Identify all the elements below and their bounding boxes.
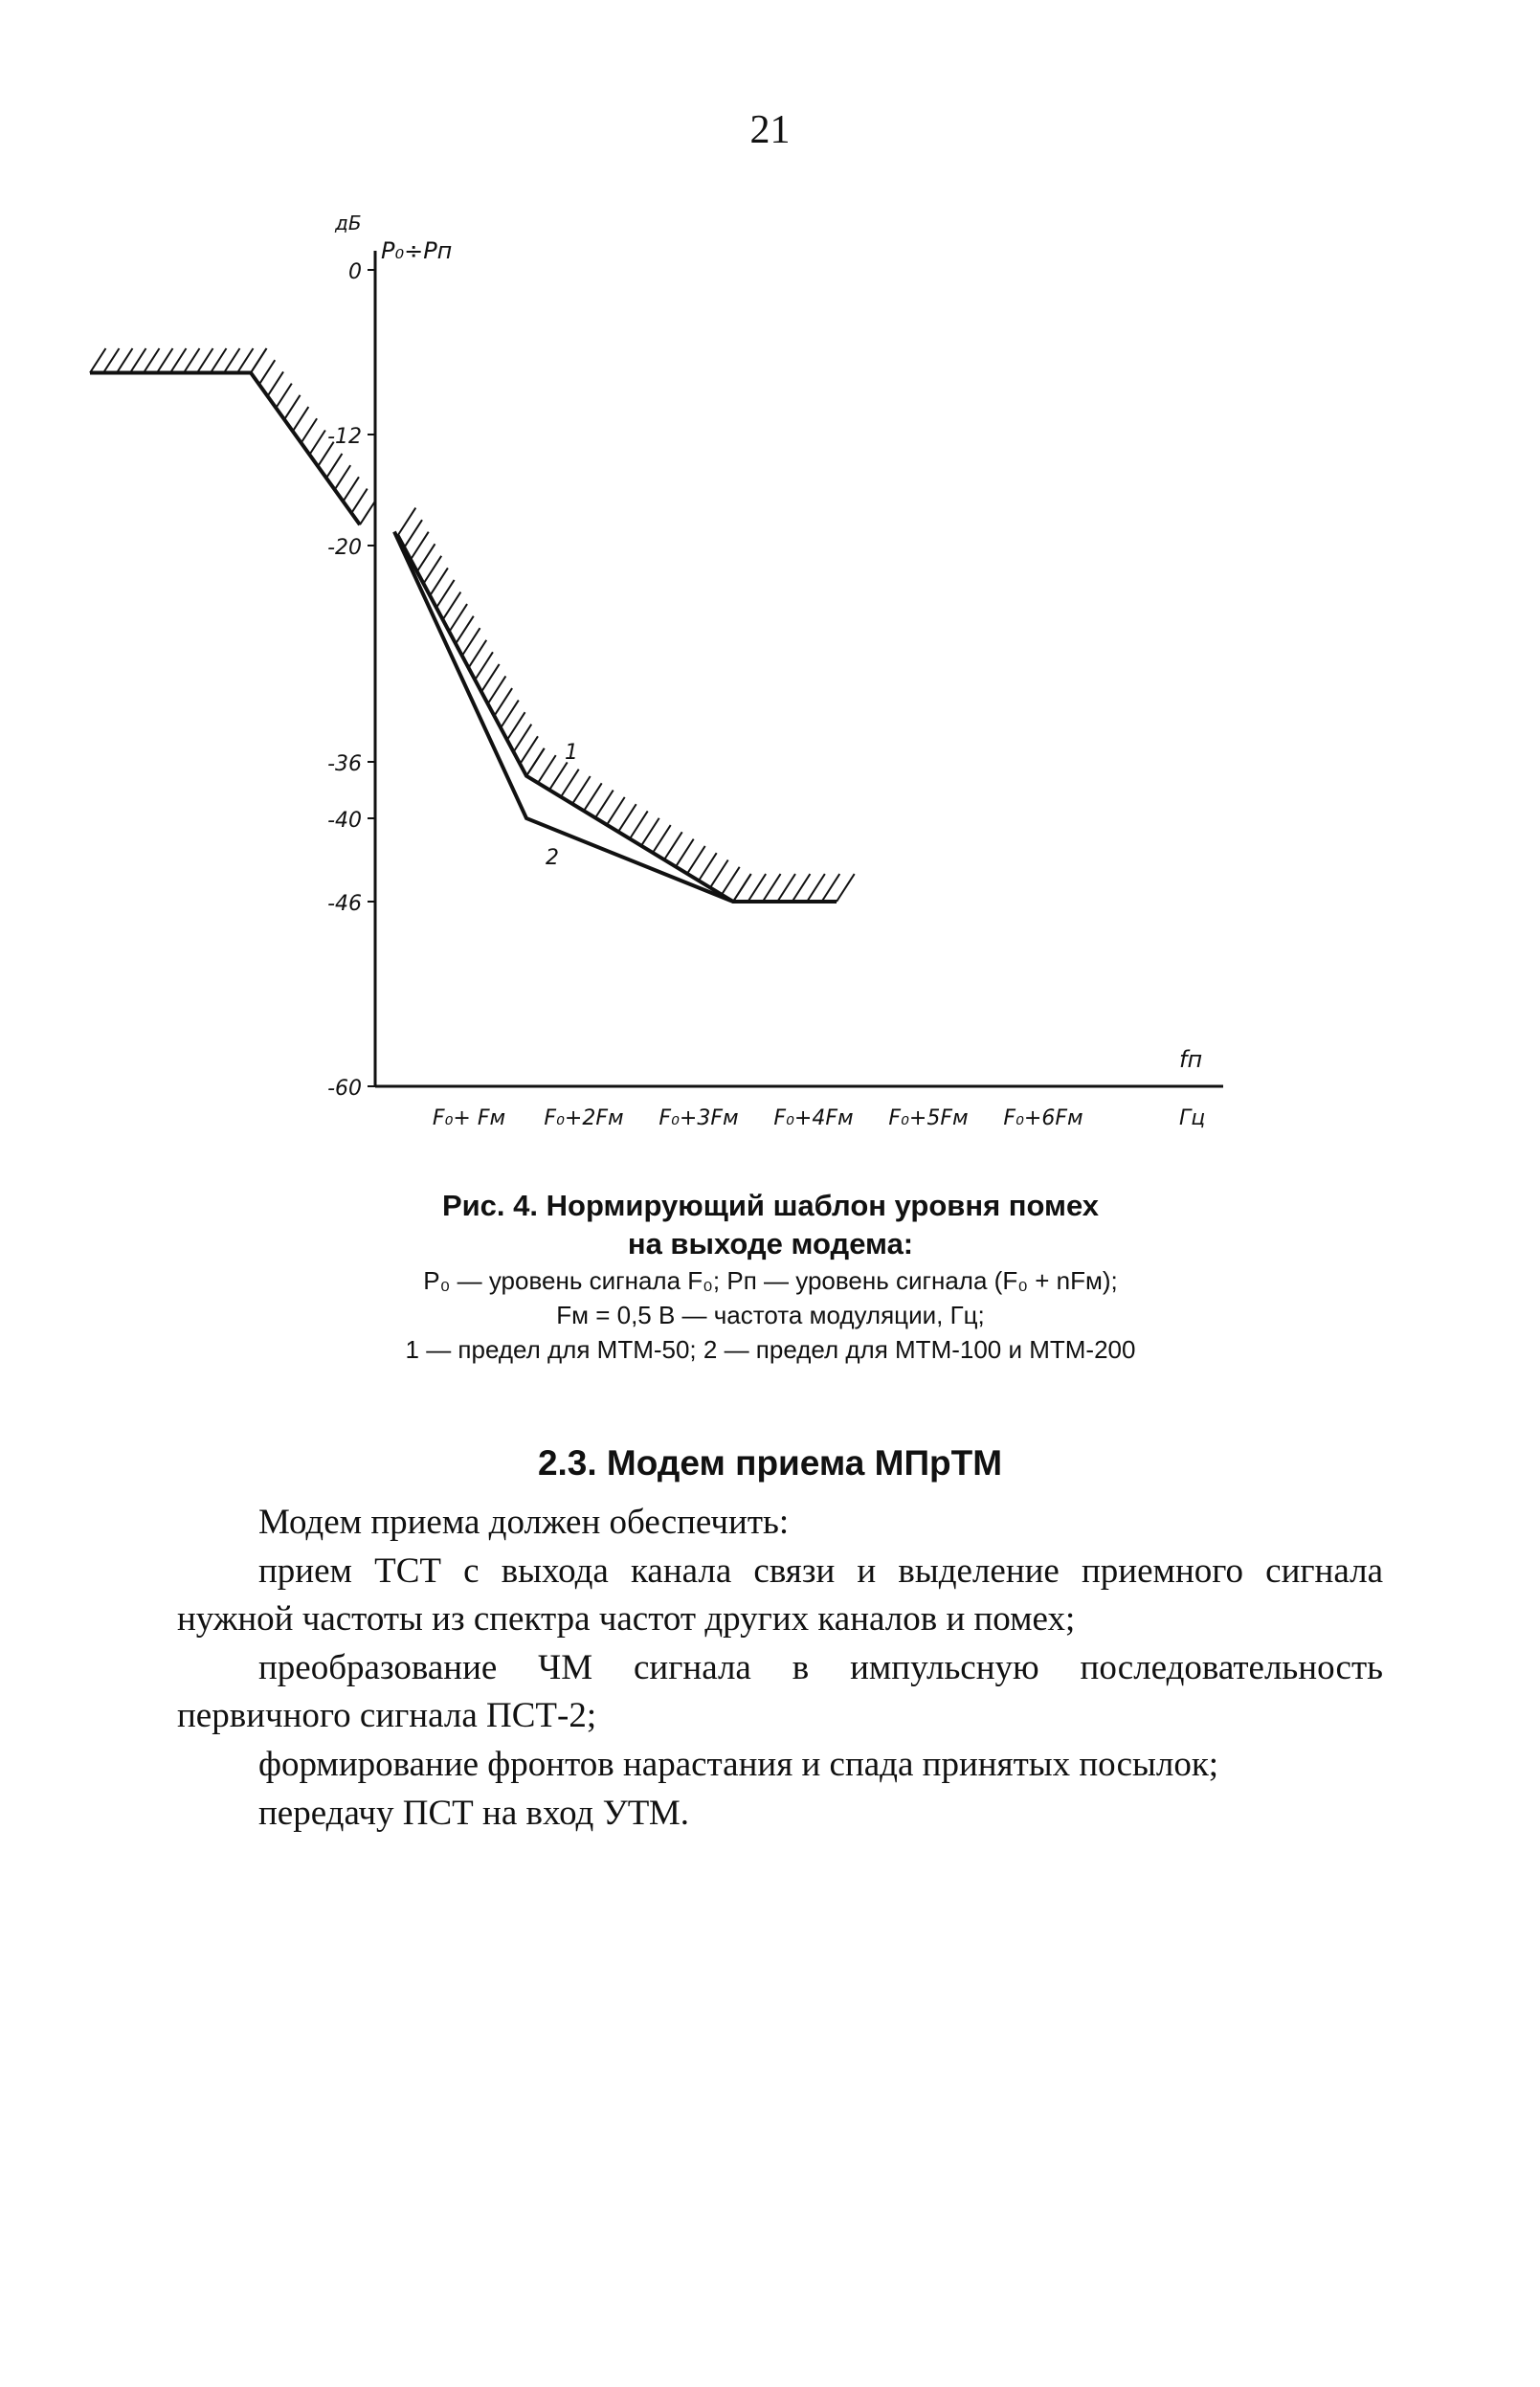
x-tick-label: F₀+5Fм bbox=[888, 1106, 969, 1130]
hatch-mark bbox=[572, 776, 591, 804]
hatch-mark bbox=[144, 348, 160, 373]
hatch-mark bbox=[501, 701, 519, 728]
x-tick-label: F₀+4Fм bbox=[773, 1106, 854, 1130]
series-1-label: 1 bbox=[565, 740, 578, 765]
hatch-mark bbox=[184, 348, 200, 373]
y-tick-label: -40 bbox=[327, 809, 362, 833]
hatch-mark bbox=[664, 832, 682, 859]
hatch-mark bbox=[211, 348, 227, 373]
noise-level-chart bbox=[0, 0, 1540, 1177]
hatch-mark bbox=[538, 755, 556, 783]
caption-title-line-1: Рис. 4. Нормирующий шаблон уровня помех bbox=[441, 1189, 1100, 1222]
body-paragraph: передачу ПСТ на вход УТМ. bbox=[258, 1794, 690, 1833]
hatch-mark bbox=[170, 348, 187, 373]
hatch-mark bbox=[259, 360, 276, 385]
hatch-mark bbox=[561, 770, 579, 797]
y-tick-label: -36 bbox=[327, 752, 362, 776]
hatch-mark bbox=[475, 652, 493, 680]
hatch-mark bbox=[733, 874, 751, 902]
hatch-mark bbox=[360, 501, 376, 525]
hatch-mark bbox=[404, 520, 422, 547]
caption-legend-2: Fм = 0,5 В — частота модуляции, Гц; bbox=[556, 1301, 985, 1329]
hatch-mark bbox=[822, 874, 840, 902]
hatch-mark bbox=[462, 628, 480, 656]
hatch-mark bbox=[618, 804, 636, 832]
hatch-mark bbox=[411, 532, 429, 560]
body-paragraph: формирование фронтов нарастания и спада принятых посылок; bbox=[258, 1745, 1219, 1784]
hatch-mark bbox=[777, 874, 795, 902]
hatch-mark bbox=[526, 748, 545, 776]
hatch-mark bbox=[488, 676, 506, 703]
caption-legend-3: 1 — предел для МТМ-50; 2 — предел для МТМ-100 и МТМ-200 bbox=[405, 1335, 1136, 1364]
hatch-mark bbox=[507, 712, 525, 740]
hatch-mark bbox=[430, 568, 448, 595]
y-tick-label: -12 bbox=[327, 425, 362, 449]
hatch-mark bbox=[351, 489, 368, 514]
chart-hatching bbox=[90, 348, 855, 902]
hatch-mark bbox=[653, 825, 671, 853]
hatch-mark bbox=[276, 384, 292, 409]
hatch-mark bbox=[343, 477, 359, 501]
hatch-mark bbox=[284, 395, 301, 420]
hatch-mark bbox=[301, 418, 318, 443]
hatch-mark bbox=[423, 556, 441, 584]
hatch-mark bbox=[335, 465, 351, 490]
hatch-mark bbox=[443, 592, 461, 620]
x-axis-title: fп bbox=[1179, 1046, 1203, 1073]
y-tick-label: -60 bbox=[327, 1077, 362, 1101]
x-unit-label: Гц bbox=[1179, 1106, 1206, 1130]
figure-caption bbox=[230, 1187, 1311, 1367]
hatch-mark bbox=[157, 348, 173, 373]
hatch-mark bbox=[676, 839, 694, 867]
hatch-mark bbox=[763, 874, 781, 902]
hatch-mark bbox=[494, 688, 512, 716]
hatch-mark bbox=[549, 762, 568, 790]
hatch-mark bbox=[710, 860, 728, 888]
x-tick-label: F₀+6Fм bbox=[1003, 1106, 1083, 1130]
hatch-mark bbox=[251, 348, 267, 373]
hatch-mark bbox=[520, 736, 538, 764]
hatch-mark bbox=[748, 874, 766, 902]
hatch-mark bbox=[436, 580, 455, 608]
y-tick-label: -46 bbox=[327, 892, 362, 916]
body-paragraph: Модем приема должен обеспечить: bbox=[258, 1503, 790, 1542]
caption-legend-1: P₀ — уровень сигнала F₀; Pп — уровень сигнала (F₀ + nFм); bbox=[423, 1266, 1118, 1295]
hatch-mark bbox=[197, 348, 213, 373]
hatch-mark bbox=[584, 783, 602, 811]
hatch-mark bbox=[326, 454, 343, 479]
hatch-mark bbox=[237, 348, 254, 373]
y-unit-label: дБ bbox=[335, 212, 362, 234]
hatch-mark bbox=[469, 640, 487, 668]
hatch-mark bbox=[687, 846, 705, 874]
hatch-mark bbox=[268, 371, 284, 396]
hatch-mark bbox=[456, 616, 474, 644]
x-tick-label: F₀+ Fм bbox=[432, 1106, 506, 1130]
body-paragraph: преобразование ЧМ сигнала в импульсную последовательность первичного сигнала ПСТ-2; bbox=[177, 1648, 1383, 1735]
hatch-mark bbox=[837, 874, 855, 902]
y-tick-label: 0 bbox=[348, 260, 362, 284]
hatch-mark bbox=[398, 508, 416, 536]
hatch-mark bbox=[117, 348, 133, 373]
body-paragraph: прием ТСТ с выхода канала связи и выделение приемного сигнала нужной частоты из спектра частот других каналов и помех; bbox=[177, 1551, 1383, 1639]
series-1-line bbox=[398, 536, 837, 903]
section-body bbox=[177, 1499, 1383, 1839]
hatch-mark bbox=[699, 853, 717, 881]
y-axis-title: P₀÷Pп bbox=[381, 237, 453, 264]
hatch-mark bbox=[309, 430, 325, 455]
page-number: 21 bbox=[749, 108, 791, 152]
hatch-mark bbox=[807, 874, 825, 902]
hatch-mark bbox=[293, 407, 309, 432]
caption-title-line-2: на выходе модема: bbox=[627, 1227, 914, 1260]
hatch-mark bbox=[90, 348, 106, 373]
y-tick-label: -20 bbox=[327, 536, 362, 560]
x-tick-label: F₀+2Fм bbox=[544, 1106, 624, 1130]
hatch-mark bbox=[103, 348, 120, 373]
hatch-mark bbox=[130, 348, 146, 373]
hatch-mark bbox=[595, 791, 614, 818]
hatch-mark bbox=[630, 811, 648, 838]
series-2-label: 2 bbox=[546, 846, 559, 870]
series-2-line bbox=[394, 532, 733, 903]
hatch-mark bbox=[224, 348, 240, 373]
hatch-mark bbox=[722, 867, 740, 895]
hatch-mark bbox=[449, 604, 467, 632]
hatch-mark bbox=[417, 544, 435, 571]
section-heading: 2.3. Модем приема МПрТМ bbox=[537, 1443, 1003, 1483]
hatch-mark bbox=[607, 797, 625, 825]
hatch-mark bbox=[514, 725, 532, 752]
chart-series-lines bbox=[90, 373, 837, 903]
hatch-mark bbox=[641, 818, 659, 846]
hatch-mark bbox=[792, 874, 811, 902]
hatch-mark bbox=[481, 664, 500, 692]
x-tick-label: F₀+3Fм bbox=[658, 1106, 739, 1130]
template-upper-boundary bbox=[90, 373, 360, 525]
